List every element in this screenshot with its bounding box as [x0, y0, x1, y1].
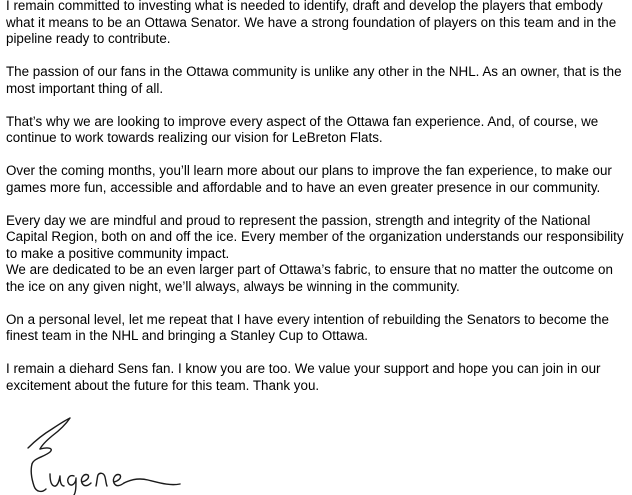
- paragraph-fan-experience: That’s why we are looking to improve every aspect of the Ottawa fan experience. And, of course, we continue to work towards realizing our vision for LeBreton Flats.: [6, 113, 599, 145]
- paragraph-personal-level: On a personal level, let me repeat that I have every intention of rebuilding the Senators to become the finest team in the NHL and bringing a Stanley Cup to Ottawa.: [6, 311, 609, 343]
- paragraph-fan-passion: The passion of our fans in the Ottawa community is unlike any other in the NHL. As an owner, that is the most important thing of all.: [6, 64, 622, 96]
- paragraph-commitment: I remain committed to investing what is needed to identify, draft and develop the players that embody what it means to be an Ottawa Senator. We have a strong foundation of players on this team and in the pipeline ready to contribute.: [6, 0, 617, 46]
- paragraph-ottawa-fabric: We are dedicated to be an even larger part of Ottawa’s fabric, to ensure that no matter the outcome on the ice on any given night, we’ll always, always be winning in the community.: [6, 262, 613, 294]
- paragraph-closing: I remain a diehard Sens fan. I know you are too. We value your support and hope you can join in our excitement about the future for this team. Thank you.: [6, 361, 601, 393]
- handwritten-signature: [20, 402, 190, 495]
- signature-drawing: [20, 402, 190, 495]
- paragraph-coming-months: Over the coming months, you’ll learn more about our plans to improve the fan experience, to make our games more fun, accessible and affordable and to have an even greater presence in our community.: [6, 163, 612, 195]
- letter-body: [6, 0, 628, 411]
- paragraph-national-capital: Every day we are mindful and proud to represent the passion, strength and integrity of the National Capital Region, both on and off the ice. Every member of the organization understands our responsibility to make a positive community impact.: [6, 212, 624, 261]
